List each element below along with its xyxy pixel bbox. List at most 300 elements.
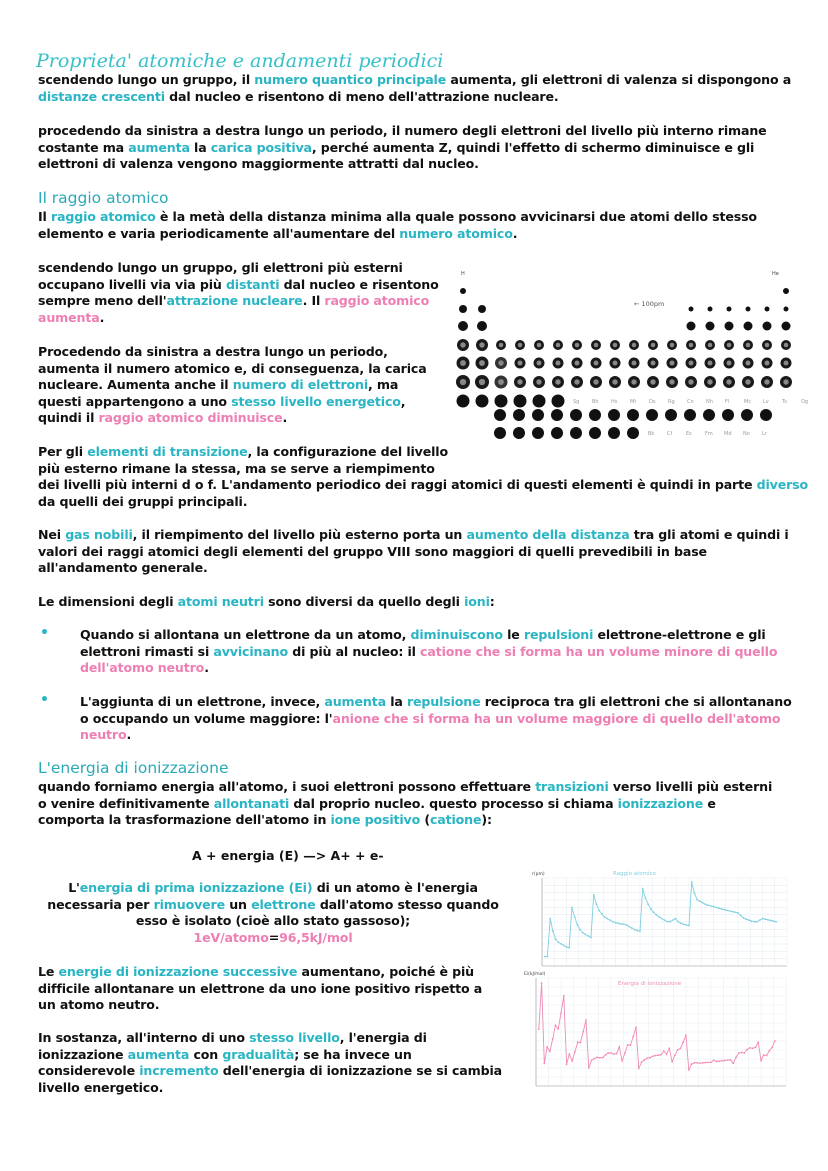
text-line xyxy=(80,711,792,728)
data-point xyxy=(746,1049,748,1051)
atom-circle xyxy=(478,305,486,313)
text-run: , perché aumenta Z, quindi l'effetto di schermo diminuisce e gli xyxy=(311,139,755,155)
text-run: L' xyxy=(68,880,80,895)
data-point xyxy=(775,921,777,923)
data-point xyxy=(645,897,647,899)
data-point xyxy=(593,1058,595,1060)
text-run: dal nucleo e risentono xyxy=(279,276,439,292)
data-point xyxy=(669,921,671,923)
text-run: . xyxy=(126,727,132,742)
data-point xyxy=(605,1054,607,1056)
data-point xyxy=(653,911,655,913)
atom-core xyxy=(460,379,466,385)
highlight-teal: atomi neutri xyxy=(177,594,264,609)
data-point xyxy=(660,1054,662,1056)
data-point xyxy=(680,1047,682,1049)
atom-core xyxy=(594,343,599,348)
faded-symbol: Lv xyxy=(763,399,769,405)
text-run: le xyxy=(502,627,524,642)
text-line xyxy=(38,89,791,106)
highlight-teal: catione xyxy=(429,812,482,827)
atom-circle xyxy=(459,305,467,313)
intro-paragraph-1 xyxy=(38,72,791,105)
atom-core xyxy=(727,343,732,348)
text-line xyxy=(38,897,508,914)
atom-core xyxy=(708,343,713,348)
highlight-teal: diminuiscono xyxy=(410,627,503,642)
data-point xyxy=(630,1044,632,1046)
atom-core xyxy=(479,342,484,347)
energia-prima-paragraph xyxy=(38,880,508,946)
data-point xyxy=(620,923,622,925)
data-point xyxy=(571,907,573,909)
data-point xyxy=(664,919,666,921)
text-line xyxy=(38,880,508,897)
atom-circle xyxy=(708,307,713,312)
faded-symbol: Fl xyxy=(725,399,730,405)
energia-heading: L'energia di ionizzazione xyxy=(38,759,229,777)
data-point xyxy=(740,914,742,916)
data-point xyxy=(552,930,554,932)
atom-circle xyxy=(460,288,466,294)
highlight-teal: gas nobili xyxy=(65,527,133,542)
faded-symbol: Mc xyxy=(744,399,752,405)
text-run: è la metà della distanza minima alla quale possono avvicinarsi due atomi dello stesso xyxy=(155,209,757,224)
atom-circle xyxy=(532,409,544,421)
atom-circle xyxy=(741,409,753,421)
atom-core xyxy=(708,361,713,366)
data-point xyxy=(753,921,755,923)
text-line xyxy=(38,779,772,796)
text-run: , l'energia di xyxy=(339,1030,427,1045)
highlight-teal: stesso livello energetico xyxy=(231,393,401,409)
text-line xyxy=(38,477,808,494)
data-point xyxy=(650,908,652,910)
text-run: scendendo lungo un gruppo, il xyxy=(38,72,255,87)
text-run: un xyxy=(225,896,252,912)
faded-symbol: Og xyxy=(801,399,809,405)
data-point xyxy=(741,1052,743,1054)
text-run: di un atomo è l'energia xyxy=(312,880,478,895)
text-line xyxy=(38,527,789,544)
highlight-teal: incremento xyxy=(139,1063,219,1078)
atom-core xyxy=(650,379,655,384)
atom-circle xyxy=(760,409,772,421)
text-line xyxy=(38,812,772,829)
atom-circle xyxy=(665,409,677,421)
text-run: elettrone-elettrone e gli xyxy=(593,627,766,642)
data-point xyxy=(541,982,543,984)
text-line xyxy=(80,660,777,677)
atom-circle xyxy=(514,395,527,408)
data-point xyxy=(721,908,723,910)
data-point xyxy=(713,1059,715,1061)
data-point xyxy=(723,909,725,911)
data-point xyxy=(757,1041,759,1043)
gas-nobili-paragraph xyxy=(38,527,789,577)
data-point xyxy=(574,1051,576,1053)
data-point xyxy=(610,1052,612,1054)
data-point xyxy=(751,920,753,922)
atom-core xyxy=(574,379,579,384)
data-point xyxy=(732,1062,734,1064)
atom-core xyxy=(783,379,788,384)
text-run: . Il xyxy=(302,293,325,308)
data-point xyxy=(743,1052,745,1054)
data-point xyxy=(755,1047,757,1049)
highlight-pink: 96,5kJ/mol xyxy=(279,929,353,945)
data-point xyxy=(710,1061,712,1063)
highlight-teal: distanti xyxy=(225,276,280,292)
chart-ionization-energy xyxy=(522,970,790,1092)
data-point xyxy=(577,1041,579,1043)
raggio-definition xyxy=(38,209,757,242)
data-point xyxy=(749,1047,751,1049)
atom-circle xyxy=(727,307,732,312)
atom-circle xyxy=(513,427,525,439)
text-line xyxy=(38,594,495,611)
highlight-teal: ione positivo xyxy=(330,812,421,827)
highlight-teal: ionizzazione xyxy=(617,795,704,811)
data-point xyxy=(726,909,728,911)
text-run: dal nucleo e risentono di meno dell'attrazione nucleare. xyxy=(164,88,559,104)
text-run: aumenta il numero atomico e, di conseguenza, la carica xyxy=(38,360,427,376)
text-run: procedendo da sinistra a destra lungo un periodo, il numero degli elettroni del livello più interno rimane xyxy=(38,123,767,138)
atom-circle xyxy=(765,307,770,312)
text-run: esso è isolato (cioè allo stato gassoso); xyxy=(135,913,411,928)
text-line xyxy=(38,913,508,930)
data-point xyxy=(593,894,595,896)
data-point xyxy=(628,926,630,928)
atom-circle xyxy=(689,307,694,312)
chart-ei-title: Energia di ionizzazione xyxy=(618,981,682,987)
atom-circle xyxy=(722,409,734,421)
data-point xyxy=(598,910,600,912)
data-point xyxy=(748,919,750,921)
atom-circle xyxy=(477,321,487,331)
data-point xyxy=(774,1040,776,1042)
data-point xyxy=(718,1060,720,1062)
highlight-pink: catione che si forma ha un volume minore di quello xyxy=(420,643,778,659)
data-point xyxy=(699,900,701,902)
data-point xyxy=(734,911,736,913)
data-point xyxy=(549,1050,551,1052)
text-run: la xyxy=(189,139,211,155)
atom-core xyxy=(764,379,769,384)
energia-sostanza-paragraph xyxy=(38,1030,502,1096)
data-point xyxy=(624,1052,626,1054)
data-point xyxy=(674,1054,676,1056)
atom-core xyxy=(651,343,656,348)
data-point xyxy=(634,929,636,931)
text-line xyxy=(38,964,482,981)
data-point xyxy=(764,918,766,920)
text-run: aumenta, gli elettroni di valenza si dispongono a xyxy=(446,72,792,87)
text-run: reciproca tra gli elettroni che si allontanano xyxy=(480,694,792,709)
faded-symbol: Es xyxy=(686,431,692,437)
faded-symbol: Hs xyxy=(611,399,618,405)
atom-circle xyxy=(744,322,753,331)
text-run: Nei xyxy=(38,527,66,542)
faded-symbol: Fm xyxy=(705,431,713,437)
text-run: di più al nucleo: il xyxy=(288,643,421,659)
data-point xyxy=(688,925,690,927)
atom-core xyxy=(632,343,637,348)
text-run: , il riempimento del livello più esterno porta un xyxy=(132,527,467,542)
data-point xyxy=(680,922,682,924)
chart-radius-ylabel: r(pm) xyxy=(532,872,545,877)
text-line xyxy=(38,344,427,361)
periodic-table-atomic-radii xyxy=(448,262,809,447)
text-line xyxy=(38,123,767,140)
data-point xyxy=(642,888,644,890)
atom-circle xyxy=(570,409,582,421)
energia-intro-paragraph xyxy=(38,779,772,829)
atom-core xyxy=(498,379,504,385)
highlight-teal: distanze crescenti xyxy=(38,88,165,104)
atom-circle xyxy=(552,395,565,408)
data-point xyxy=(768,1050,770,1052)
data-point xyxy=(635,1027,637,1029)
ionization-formula: A + energia (E) —> A+ + e- xyxy=(192,848,384,863)
highlight-teal: aumenta xyxy=(324,694,386,709)
energia-successive-paragraph xyxy=(38,964,482,1014)
text-run: Procedendo da sinistra a destra lungo un periodo, xyxy=(38,344,388,359)
highlight-teal: aumenta xyxy=(128,139,190,155)
highlight-teal: elementi di transizione xyxy=(87,444,248,459)
text-run: Quando si allontana un elettrone da un atomo, xyxy=(80,627,411,642)
highlight-teal: rimuovere xyxy=(153,896,225,912)
text-run: . xyxy=(204,660,209,675)
data-point xyxy=(685,924,687,926)
text-line xyxy=(38,226,757,243)
text-run: dell'energia di ionizzazione se si cambia xyxy=(218,1063,502,1078)
text-line xyxy=(38,1030,502,1047)
atom-core xyxy=(594,361,599,366)
faded-symbol: Bk xyxy=(648,431,655,437)
text-line xyxy=(38,293,439,310)
data-point xyxy=(615,922,617,924)
highlight-pink: dell'atomo neutro xyxy=(80,660,205,675)
atom-circle xyxy=(494,427,506,439)
data-point xyxy=(571,1060,573,1062)
intro-paragraph-2 xyxy=(38,123,767,173)
data-point xyxy=(590,937,592,939)
text-run: un atomo neutro. xyxy=(38,997,160,1012)
highlight-pink: neutro xyxy=(80,727,127,742)
atom-core xyxy=(726,379,731,384)
text-run: valori dei raggi atomici degli elementi del gruppo VIII sono maggiori di quelli prevedibili in base xyxy=(38,543,707,559)
data-point xyxy=(576,924,578,926)
atom-circle xyxy=(589,427,601,439)
faded-symbol: Ds xyxy=(649,399,656,405)
data-point xyxy=(552,1038,554,1040)
highlight-teal: energia di prima ionizzazione (Ei) xyxy=(79,880,313,895)
atom-circle xyxy=(706,322,715,331)
atom-core xyxy=(688,379,693,384)
data-point xyxy=(627,1044,629,1046)
highlight-pink: raggio atomico xyxy=(324,293,430,308)
text-line xyxy=(80,694,792,711)
text-line xyxy=(38,140,767,157)
atom-core xyxy=(670,361,675,366)
atom-core xyxy=(575,343,580,348)
data-point xyxy=(579,929,581,931)
atom-core xyxy=(689,343,694,348)
data-point xyxy=(666,1053,668,1055)
highlight-teal: numero quantico principale xyxy=(254,72,447,87)
text-run: o occupando un volume maggiore: l' xyxy=(80,710,333,726)
data-point xyxy=(702,902,704,904)
text-run: costante ma xyxy=(38,139,129,155)
data-point xyxy=(707,904,709,906)
atom-circle xyxy=(551,427,563,439)
text-run: Per gli xyxy=(38,444,88,459)
data-point xyxy=(715,907,717,909)
data-point xyxy=(639,930,641,932)
atom-circle xyxy=(608,409,620,421)
data-point xyxy=(691,881,693,883)
table-label-h: H xyxy=(461,271,465,277)
data-point xyxy=(612,921,614,923)
highlight-teal: numero di elettroni xyxy=(232,377,369,392)
data-point xyxy=(580,1042,582,1044)
data-point xyxy=(770,920,772,922)
data-point xyxy=(691,1063,693,1065)
data-point xyxy=(677,921,679,923)
data-point xyxy=(621,1060,623,1062)
highlight-pink: raggio atomico diminuisce xyxy=(98,410,283,425)
atom-core xyxy=(765,343,770,348)
data-point xyxy=(557,941,559,943)
data-point xyxy=(683,923,685,925)
atom-core xyxy=(746,361,751,366)
data-point xyxy=(549,918,551,920)
atom-core xyxy=(669,379,674,384)
text-run: scendendo lungo un gruppo, gli elettroni più esterni xyxy=(38,260,403,275)
chart-radius-title: Raggio atomico xyxy=(613,871,656,877)
data-point xyxy=(585,933,587,935)
data-point xyxy=(685,1034,687,1036)
atom-circle xyxy=(476,395,489,408)
text-run: verso livelli più esterni xyxy=(608,779,773,794)
text-line xyxy=(38,494,808,511)
data-point xyxy=(649,1057,651,1059)
text-run: considerevole xyxy=(38,1063,140,1078)
highlight-teal: diverso xyxy=(756,477,809,492)
data-point xyxy=(591,1060,593,1062)
highlight-teal: gradualità xyxy=(222,1046,295,1062)
data-point xyxy=(566,946,568,948)
data-point xyxy=(616,1053,618,1055)
text-run: ( xyxy=(420,812,430,827)
chart-atomic-radius xyxy=(528,866,790,971)
atom-core xyxy=(689,361,694,366)
text-run: ): xyxy=(481,812,492,827)
data-point xyxy=(729,910,731,912)
faded-symbol: Ts xyxy=(782,399,787,405)
data-point xyxy=(696,1062,698,1064)
atom-core xyxy=(460,342,465,347)
data-point xyxy=(543,1063,545,1065)
data-point xyxy=(596,1057,598,1059)
text-run: dall'atomo stesso quando xyxy=(315,896,499,912)
scale-label: ← 100pm xyxy=(634,300,665,308)
text-line xyxy=(38,156,767,173)
data-point xyxy=(538,1028,540,1030)
data-point xyxy=(735,1057,737,1059)
atom-circle xyxy=(687,322,696,331)
atom-core xyxy=(518,343,523,348)
text-run: , xyxy=(400,393,406,409)
data-point xyxy=(663,1050,665,1052)
data-point xyxy=(672,919,674,921)
text-run: In sostanza, all'interno di uno xyxy=(38,1030,250,1045)
data-point xyxy=(636,930,638,932)
atom-core xyxy=(765,361,770,366)
data-point xyxy=(568,947,570,949)
atom-circle xyxy=(646,409,658,421)
data-point xyxy=(555,1024,557,1026)
highlight-teal: aumenta xyxy=(127,1046,190,1062)
data-point xyxy=(772,920,774,922)
text-run: ; se ha invece un xyxy=(294,1046,412,1062)
data-point xyxy=(646,1057,648,1059)
text-line xyxy=(38,410,427,427)
atom-circle xyxy=(782,322,791,331)
data-point xyxy=(760,1060,762,1062)
text-run: questi appartengono a uno xyxy=(38,393,232,409)
data-point xyxy=(705,1062,707,1064)
text-run: sempre meno dell' xyxy=(38,293,167,308)
data-point xyxy=(762,918,764,920)
atom-circle xyxy=(784,307,789,312)
data-point xyxy=(601,913,603,915)
atom-core xyxy=(498,360,503,365)
text-run: ionizzazione xyxy=(38,1046,128,1062)
data-point xyxy=(560,943,562,945)
data-point xyxy=(738,1052,740,1054)
bullet-anione xyxy=(80,694,792,744)
series-line xyxy=(545,882,776,956)
data-point xyxy=(716,1061,718,1063)
data-point xyxy=(544,956,546,958)
data-point xyxy=(743,917,745,919)
data-point xyxy=(568,1053,570,1055)
text-run: . xyxy=(282,410,288,425)
text-run: elettroni rimasti si xyxy=(80,643,214,659)
data-point xyxy=(638,1068,640,1070)
data-point xyxy=(604,916,606,918)
data-point xyxy=(657,1054,659,1056)
text-run: o venire definitivamente xyxy=(38,795,214,811)
text-run: tra gli atomi e quindi i xyxy=(629,527,789,542)
highlight-teal: repulsione xyxy=(406,694,481,709)
text-line xyxy=(38,209,757,226)
highlight-teal: stesso livello xyxy=(249,1030,340,1045)
atom-circle xyxy=(513,409,525,421)
highlight-teal: numero atomico xyxy=(399,225,513,241)
data-point xyxy=(694,892,696,894)
atom-circle xyxy=(495,395,508,408)
data-point xyxy=(702,1062,704,1064)
faded-symbol: Cf xyxy=(667,431,673,437)
raggio-heading: Il raggio atomico xyxy=(38,189,169,207)
text-run: , la configurazione del livello xyxy=(247,444,448,459)
atom-core xyxy=(537,361,542,366)
highlight-pink: anione che si forma ha un volume maggiore di quello dell'atomo xyxy=(332,710,781,726)
text-line xyxy=(38,1047,502,1064)
